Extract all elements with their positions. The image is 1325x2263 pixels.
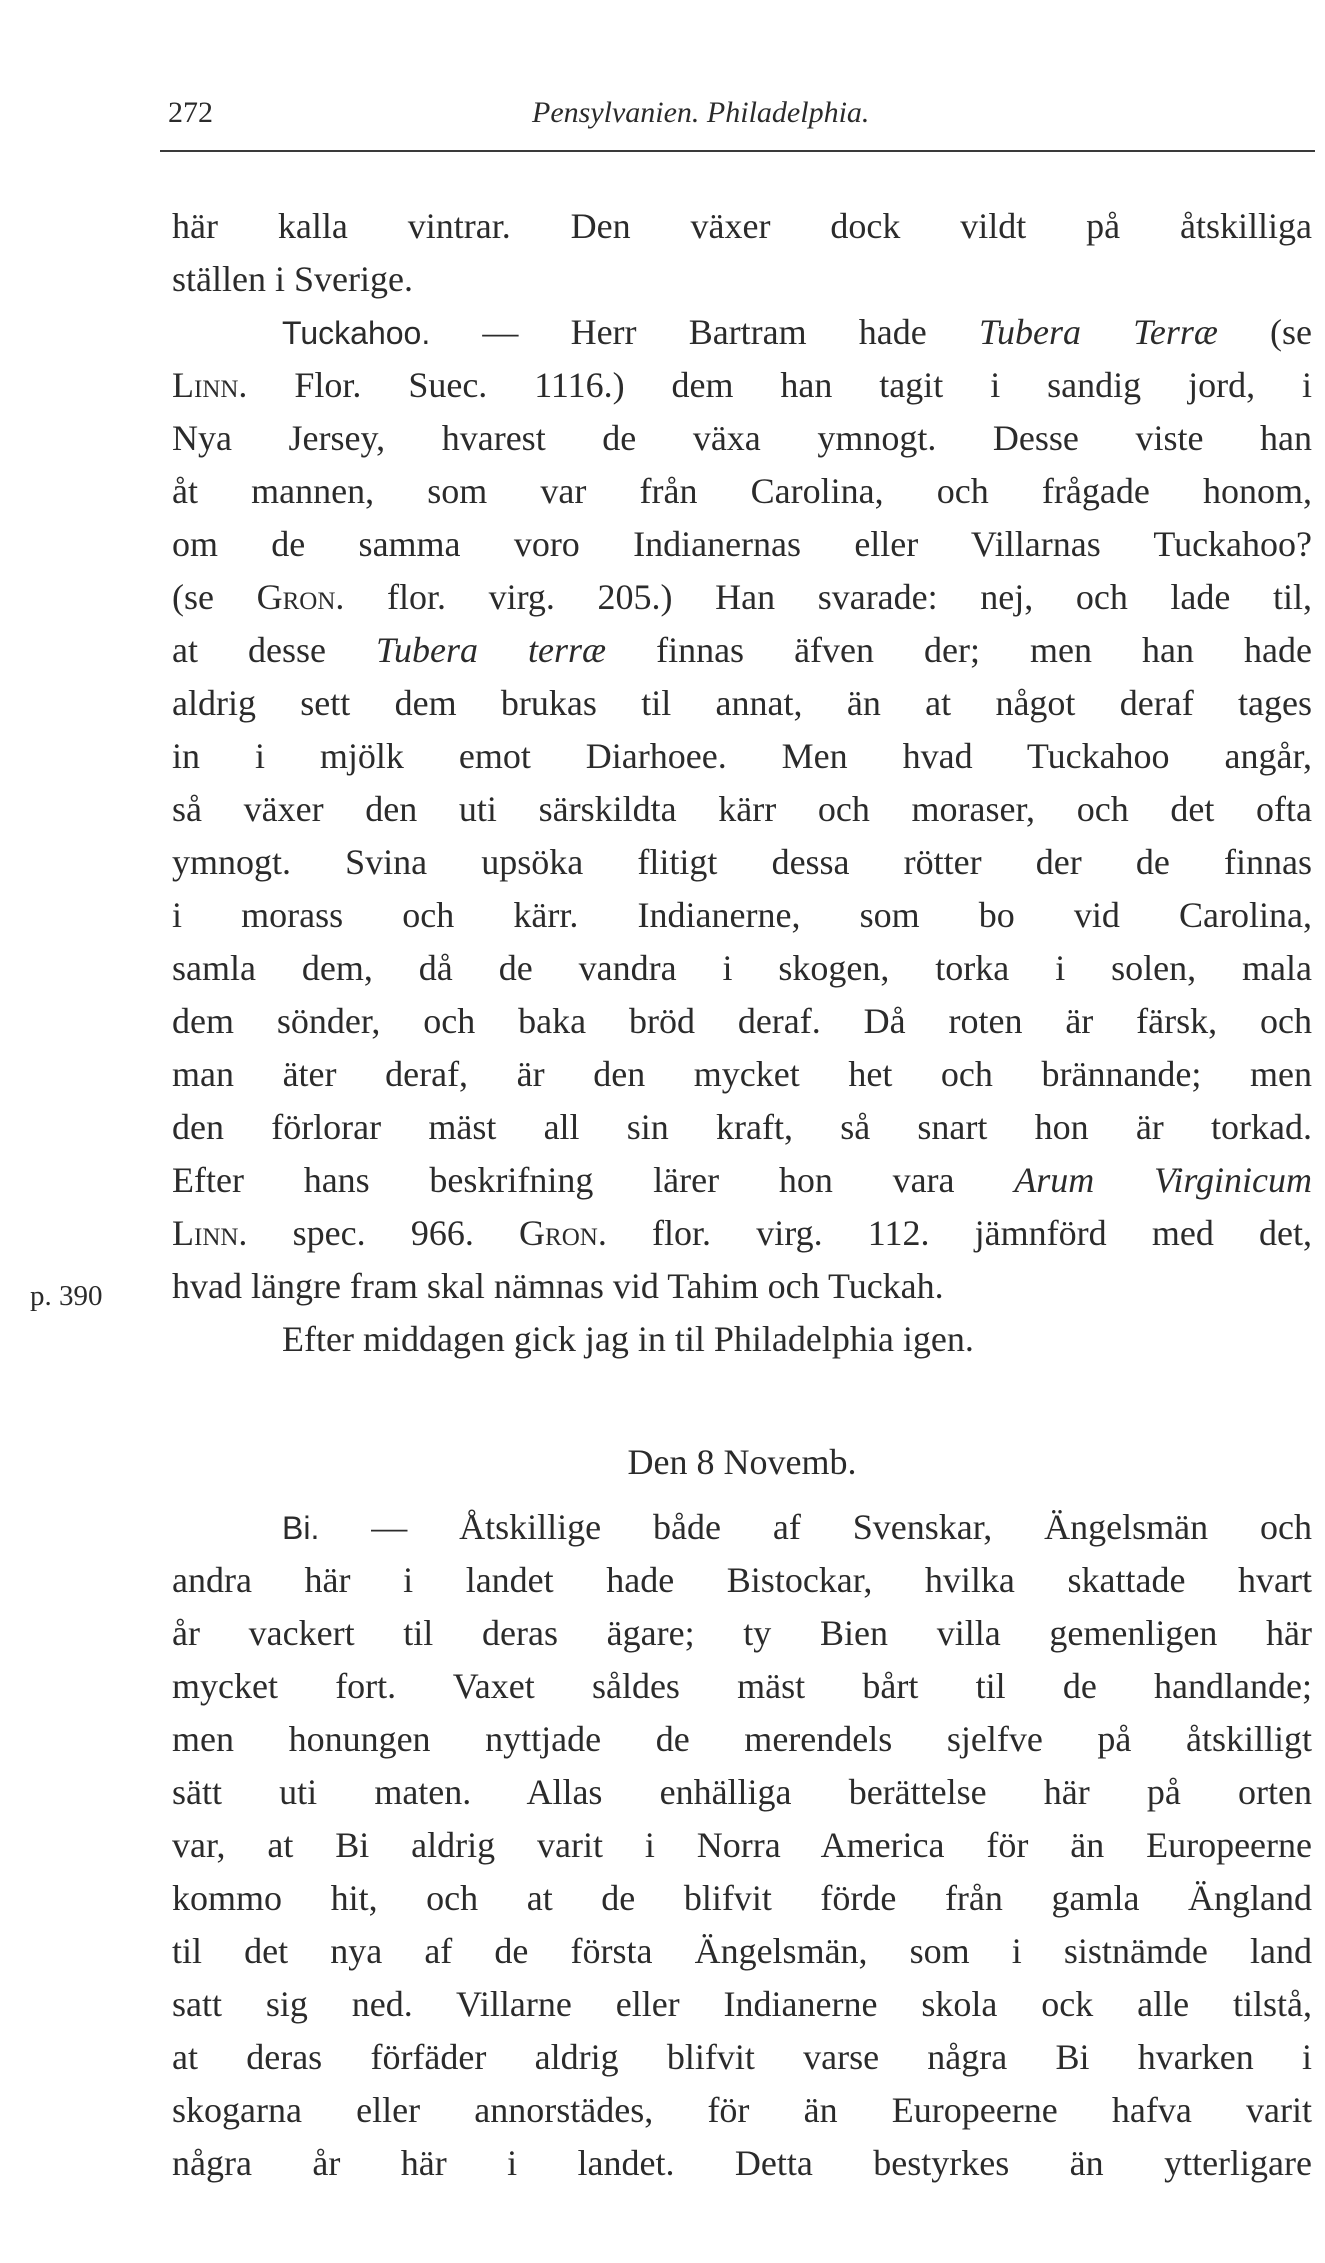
author-abbrev: Linn.: [172, 1213, 248, 1253]
text-line: aldrig sett dem brukas til annat, än at något deraf tages: [172, 683, 1312, 723]
running-title: Pensylvanien. Philadelphia.: [532, 96, 870, 129]
text-line: andra här i landet hade Bistockar, hvilka skattade hvart: [172, 1560, 1312, 1600]
text-line: åt mannen, som var från Carolina, och frågade honom,: [172, 471, 1312, 511]
text-line: så växer den uti särskildta kärr och moraser, och det ofta: [172, 789, 1312, 829]
text-line: kommo hit, och at de blifvit förde från gamla Ängland: [172, 1878, 1312, 1918]
text-line: skogarna eller annorstädes, för än Europeerne hafva varit: [172, 2090, 1312, 2130]
author-abbrev: Linn.: [172, 365, 248, 405]
text-line: Efter hans beskrifning lärer hon vara Arum Virginicum: [172, 1160, 1312, 1200]
text-line: man äter deraf, är den mycket het och brännande; men: [172, 1054, 1312, 1094]
text-line: här kalla vintrar. Den växer dock vildt på åtskilliga: [172, 206, 1312, 246]
text-line: Linn. spec. 966. Gron. flor. virg. 112. jämnförd med det,: [172, 1213, 1313, 1253]
text-line: in i mjölk emot Diarhoee. Men hvad Tuckahoo angår,: [172, 736, 1312, 776]
text-line: år vackert til deras ägare; ty Bien villa gemenligen här: [172, 1613, 1312, 1653]
page-number: 272: [168, 96, 213, 129]
text-line: den förlorar mäst all sin kraft, så snart hon är torkad.: [172, 1107, 1312, 1147]
text-line: Nya Jersey, hvarest de växa ymnogt. Desse viste han: [172, 418, 1312, 458]
text-line: ställen i Sverige.: [172, 259, 413, 299]
text-line: til det nya af de första Ängelsmän, som i sistnämde land: [172, 1931, 1312, 1971]
text-line: men honungen nyttjade de merendels sjelfve på åtskilligt: [172, 1719, 1312, 1759]
text-line: dem sönder, och baka bröd deraf. Då roten är färsk, och: [172, 1001, 1312, 1041]
text-line: sätt uti maten. Allas enhälliga berättelse här på orten: [172, 1772, 1312, 1812]
text-line: Bi. — Åtskillige både af Svenskar, Ängelsmän och: [282, 1507, 1312, 1547]
author-abbrev: Gron.: [519, 1213, 607, 1253]
text-line: om de samma voro Indianernas eller Villarnas Tuckahoo?: [172, 524, 1312, 564]
text-line: Tuckahoo. — Herr Bartram hade Tubera Terræ (se: [282, 312, 1313, 352]
margin-page-reference: p. 390: [30, 1280, 103, 1312]
text-line: (se Gron. flor. virg. 205.) Han svarade: nej, och lade til,: [172, 577, 1313, 617]
author-abbrev: Gron.: [256, 577, 345, 617]
text-line: Efter middagen gick jag in til Philadelphia igen.: [282, 1319, 974, 1359]
entry-keyword: Bi.: [282, 1510, 320, 1546]
entry-keyword: Tuckahoo.: [282, 315, 431, 351]
header-rule: [160, 150, 1315, 152]
latin-term: Arum Virginicum: [1014, 1160, 1312, 1200]
text-line: hvad längre fram skal nämnas vid Tahim och Tuckah.: [172, 1266, 944, 1306]
body-text: [172, 200, 1312, 2190]
text-line: var, at Bi aldrig varit i Norra America för än Europeerne: [172, 1825, 1312, 1865]
latin-term: Tubera Terræ: [978, 312, 1218, 352]
date-heading: Den 8 Novemb.: [627, 1442, 857, 1482]
text-line: ymnogt. Svina upsöka flitigt dessa rötter der de finnas: [172, 842, 1312, 882]
text-line: at deras förfäder aldrig blifvit varse några Bi hvarken i: [172, 2037, 1312, 2077]
latin-term: Tubera terræ: [376, 630, 607, 670]
text-line: Linn. Flor. Suec. 1116.) dem han tagit i sandig jord, i: [172, 365, 1312, 405]
text-line: at desse Tubera terræ finnas äfven der; men han hade: [172, 630, 1312, 670]
text-line: samla dem, då de vandra i skogen, torka i solen, mala: [172, 948, 1312, 988]
text-line: i morass och kärr. Indianerne, som bo vid Carolina,: [172, 895, 1312, 935]
page-header: [168, 96, 1318, 140]
text-line: satt sig ned. Villarne eller Indianerne skola ock alle tilstå,: [172, 1984, 1312, 2024]
text-line: några år här i landet. Detta bestyrkes än ytterligare: [172, 2143, 1312, 2183]
text-line: mycket fort. Vaxet såldes mäst bårt til de handlande;: [172, 1666, 1312, 1706]
